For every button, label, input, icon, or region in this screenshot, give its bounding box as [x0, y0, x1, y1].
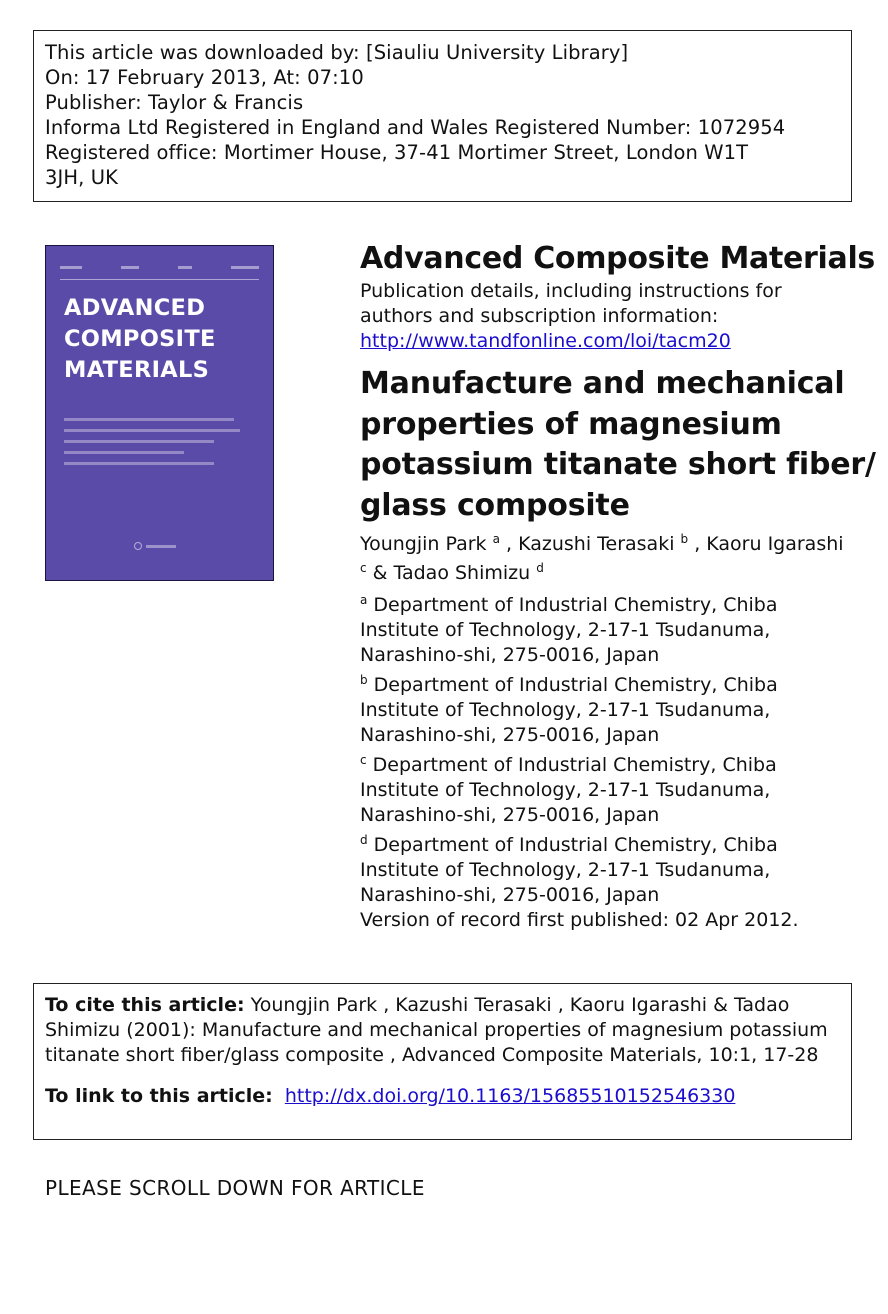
affiliation-line: Department of Industrial Chemistry, Chiba: [373, 674, 778, 696]
cover-title-line: MATERIALS: [64, 357, 210, 383]
affiliation-d: [360, 833, 860, 908]
publication-details-line: authors and subscription information:: [360, 305, 719, 327]
article-title: [360, 364, 876, 526]
download-notice-line: Publisher: Taylor & Francis: [45, 91, 304, 114]
affiliation-line: Institute of Technology, 2-17-1 Tsudanuma,: [360, 779, 771, 801]
publication-details: [360, 279, 860, 354]
citation-box: [33, 983, 852, 1140]
download-notice-line: 3JH, UK: [45, 166, 118, 189]
journal-url-link[interactable]: http://www.tandfonline.com/loi/tacm20: [360, 330, 731, 352]
link-label: To link to this article:: [45, 1085, 273, 1107]
affiliation-mark: a: [360, 593, 368, 607]
cover-title-line: ADVANCED: [64, 295, 206, 321]
journal-cover-image: [45, 245, 274, 581]
article-link-row: [45, 1084, 840, 1109]
affiliation-line: Institute of Technology, 2-17-1 Tsudanuma,: [360, 859, 771, 881]
author-name: Tadao Shimizu: [393, 562, 531, 584]
affiliation-line: Institute of Technology, 2-17-1 Tsudanuma,: [360, 699, 771, 721]
doi-link[interactable]: http://dx.doi.org/10.1163/15685510152546330: [284, 1085, 736, 1107]
affiliation-mark: c: [360, 753, 367, 767]
affiliation-b: [360, 673, 860, 748]
affiliation-mark: b: [360, 673, 368, 687]
author-name: Kaoru Igarashi: [706, 533, 844, 555]
download-notice-line: This article was downloaded by: [Siauliu University Library]: [45, 41, 629, 64]
author-name: Kazushi Terasaki: [518, 533, 675, 555]
cover-header-marks: [60, 266, 259, 273]
affiliation-line: Narashino-shi, 275-0016, Japan: [360, 724, 660, 746]
cite-text-line: titanate short fiber/glass composite , Advanced Composite Materials, 10:1, 17-28: [45, 1044, 819, 1066]
cover-rule: [60, 279, 259, 280]
affiliation-line: Narashino-shi, 275-0016, Japan: [360, 804, 660, 826]
affiliation-mark: d: [360, 833, 368, 847]
version-of-record: Version of record first published: 02 Apr 2012.: [360, 909, 799, 931]
affiliation-line: Department of Industrial Chemistry, Chiba: [372, 754, 777, 776]
cover-title: [64, 293, 264, 386]
cite-text-line: Shimizu (2001): Manufacture and mechanical properties of magnesium potassium: [45, 1019, 828, 1041]
article-title-line: glass composite: [360, 487, 630, 523]
journal-title: Advanced Composite Materials: [360, 241, 875, 276]
affiliation-line: Department of Industrial Chemistry, Chiba: [373, 594, 778, 616]
author-list: Youngjin Park $^a$ , Kazushi Terasaki $^b$ , Kaoru Igarashi $^c$ & Tadao Shimizu $^d$: [360, 532, 844, 584]
author-name: Youngjin Park: [360, 533, 487, 555]
author-affiliation-mark: d: [536, 561, 544, 575]
cite-label: To cite this article:: [45, 994, 245, 1016]
affiliation-a: [360, 593, 860, 668]
article-title-line: properties of magnesium: [360, 406, 782, 442]
download-notice-line: Registered office: Mortimer House, 37-41 Mortimer Street, London W1T: [45, 141, 749, 164]
download-notice-box: [33, 30, 852, 202]
author-affiliation-mark: a: [492, 532, 500, 546]
cover-small-print: [64, 418, 244, 473]
cover-title-line: COMPOSITE: [64, 326, 216, 352]
publisher-logo-icon: [134, 542, 178, 550]
affiliation-line: Department of Industrial Chemistry, Chiba: [373, 834, 778, 856]
article-title-line: potassium titanate short fiber/: [360, 447, 876, 482]
download-notice-line: On: 17 February 2013, At: 07:10: [45, 66, 364, 89]
scroll-down-note: PLEASE SCROLL DOWN FOR ARTICLE: [45, 1176, 425, 1200]
affiliation-line: Narashino-shi, 275-0016, Japan: [360, 644, 660, 666]
affiliation-line: Institute of Technology, 2-17-1 Tsudanuma,: [360, 619, 771, 641]
article-title-line: Manufacture and mechanical: [360, 366, 845, 401]
article-header: [360, 240, 876, 933]
cite-text-line: Youngjin Park , Kazushi Terasaki , Kaoru Igarashi & Tadao: [250, 994, 790, 1016]
download-notice-line: Informa Ltd Registered in England and Wales Registered Number: 1072954: [45, 116, 786, 139]
affiliation-line: Narashino-shi, 275-0016, Japan: [360, 884, 660, 906]
affiliation-c: [360, 753, 860, 828]
author-affiliation-mark: b: [680, 532, 689, 546]
author-affiliation-mark: c: [360, 561, 367, 575]
publication-details-line: Publication details, including instructions for: [360, 280, 782, 302]
